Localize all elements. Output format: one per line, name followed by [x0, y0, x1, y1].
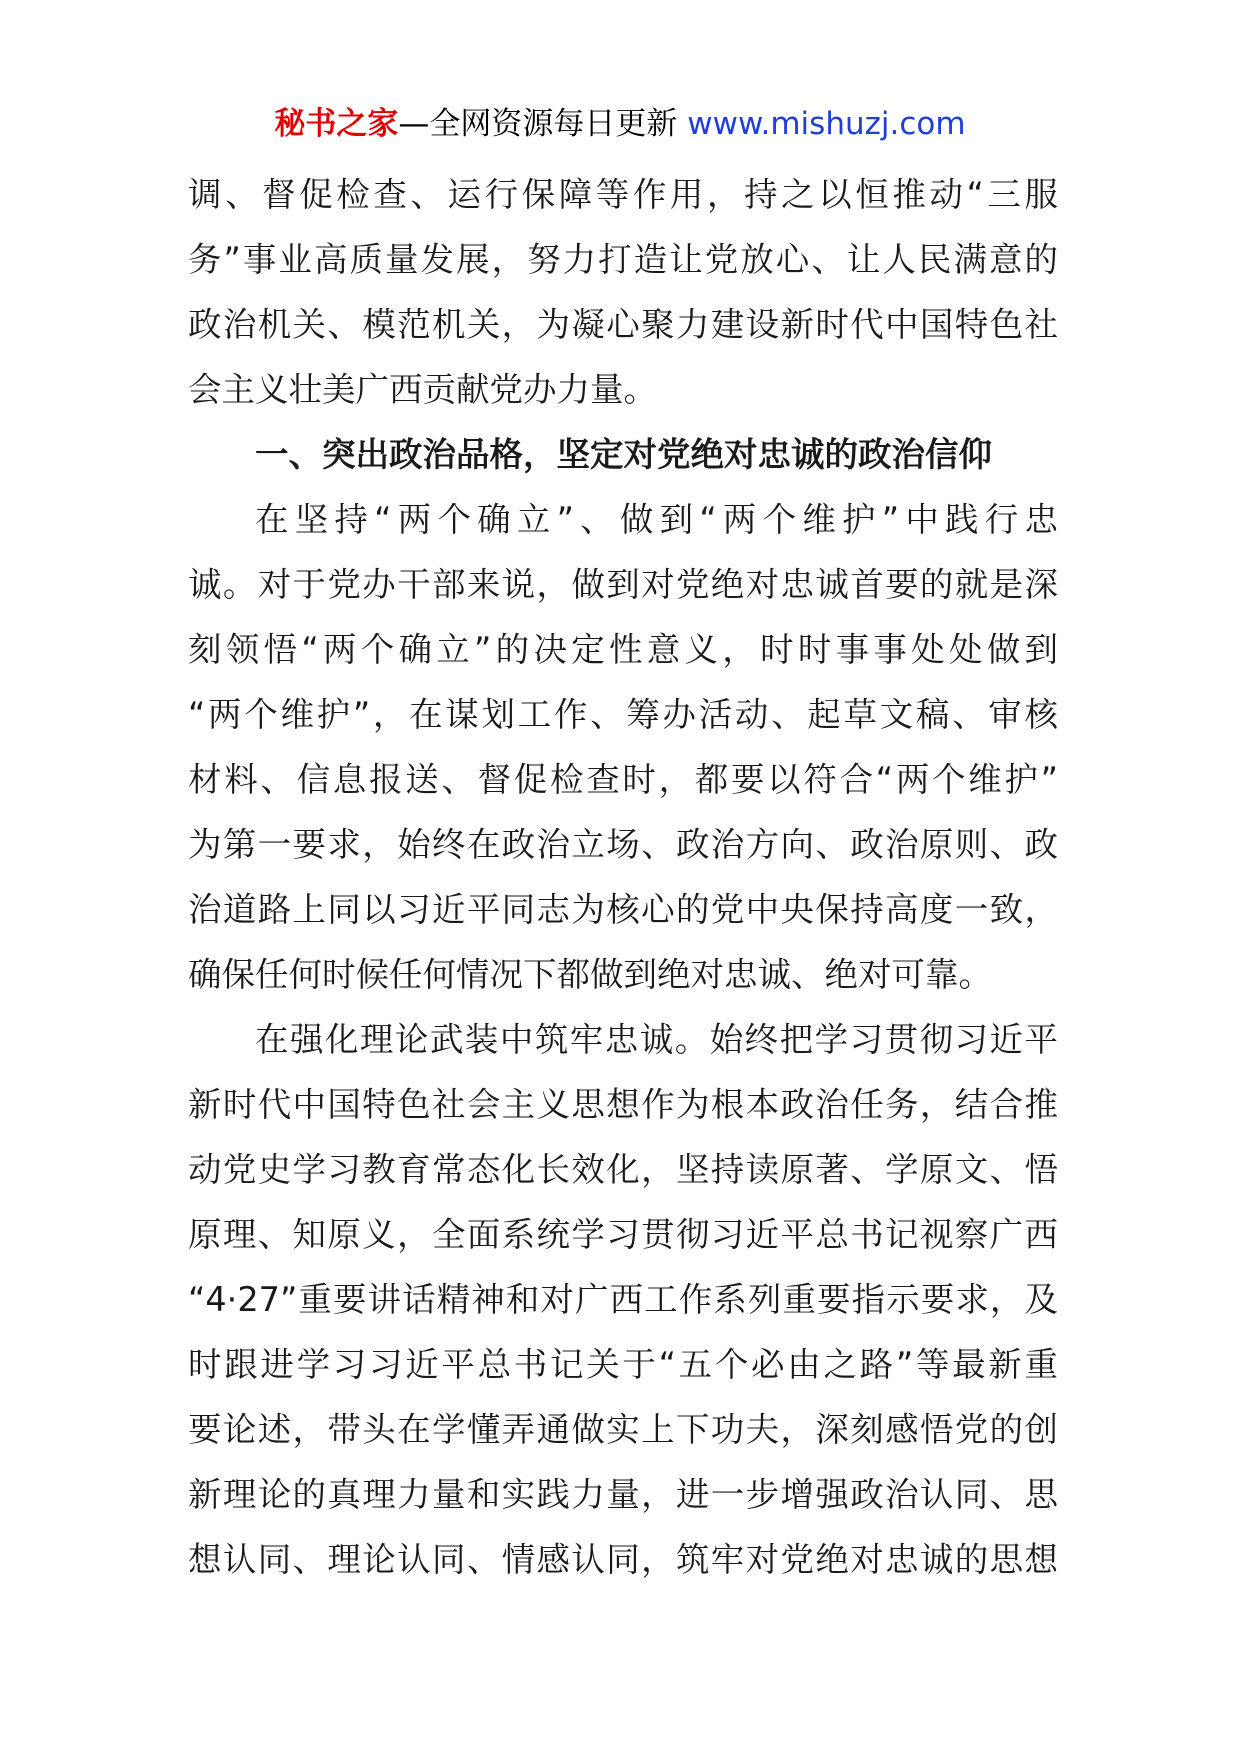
body-line: 原理、知原义，全面系统学习贯彻习近平总书记视察广西 [188, 1215, 1058, 1254]
body-line: 调、督促检查、运行保障等作用，持之以恒推动“三服 [188, 175, 1058, 214]
body-line: 材料、信息报送、督促检查时，都要以符合“两个维护” [188, 760, 1058, 799]
body-line: “4·27”重要讲话精神和对广西工作系列重要指示要求，及 [188, 1280, 1058, 1319]
body-line: 刻领悟“两个确立”的决定性意义，时时事事处处做到 [188, 630, 1058, 669]
body-line: 为第一要求，始终在政治立场、政治方向、政治原则、政 [188, 825, 1058, 864]
body-line: 治道路上同以习近平同志为核心的党中央保持高度一致， [188, 890, 1058, 929]
body-line: 务”事业高质量发展，努力打造让党放心、让人民满意的 [188, 240, 1058, 279]
body-line: 想认同、理论认同、情感认同，筑牢对党绝对忠诚的思想 [188, 1540, 1058, 1579]
body-line: 会主义壮美广西贡献党办力量。 [188, 370, 657, 409]
body-line: 确保任何时候任何情况下都做到绝对忠诚、绝对可靠。 [188, 955, 992, 994]
body-line: 政治机关、模范机关，为凝心聚力建设新时代中国特色社 [188, 305, 1058, 344]
body-line: 动党史学习教育常态化长效化，坚持读原著、学原文、悟 [188, 1150, 1058, 1189]
site-url-link[interactable]: www.mishuzj.com [687, 106, 966, 142]
brand-name: 秘书之家 [274, 106, 399, 142]
body-line: “两个维护”，在谋划工作、筹办活动、起草文稿、审核 [188, 695, 1058, 734]
document-body [188, 162, 1058, 1592]
body-line: 在强化理论武装中筑牢忠诚。始终把学习贯彻习近平 [255, 1020, 1058, 1059]
header-tagline: —全网资源每日更新 [398, 106, 678, 142]
body-line: 诚。对于党办干部来说，做到对党绝对忠诚首要的就是深 [188, 565, 1058, 604]
site-header [0, 98, 1240, 150]
body-line: 新时代中国特色社会主义思想作为根本政治任务，结合推 [188, 1085, 1058, 1124]
body-line: 新理论的真理力量和实践力量，进一步增强政治认同、思 [188, 1475, 1058, 1514]
body-line: 时跟进学习习近平总书记关于“五个必由之路”等最新重 [188, 1345, 1058, 1384]
body-line: 在坚持“两个确立”、做到“两个维护”中践行忠 [255, 500, 1058, 539]
section-heading: 一、突出政治品格，坚定对党绝对忠诚的政治信仰 [255, 435, 992, 474]
body-line: 要论述，带头在学懂弄通做实上下功夫，深刻感悟党的创 [188, 1410, 1058, 1449]
